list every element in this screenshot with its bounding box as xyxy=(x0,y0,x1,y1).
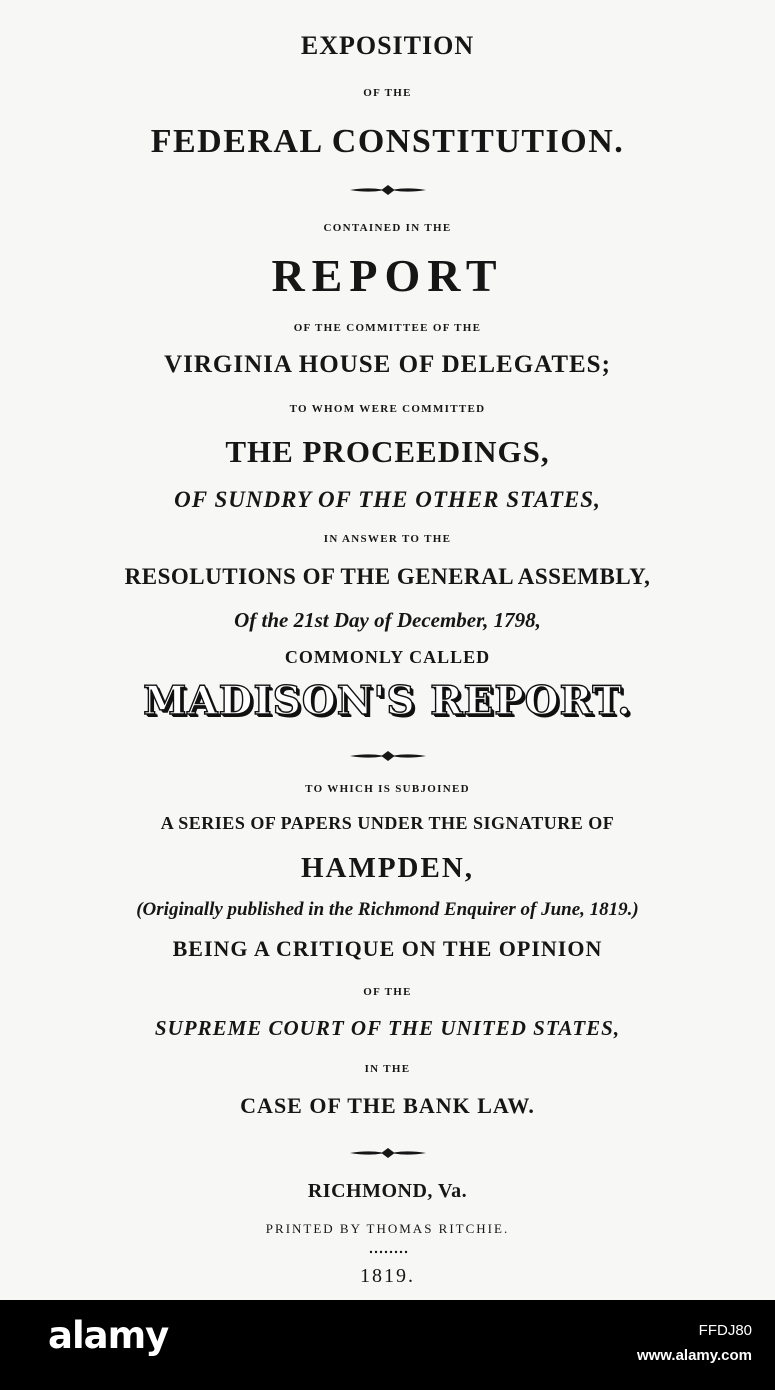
line-of-the-2: OF THE xyxy=(363,986,412,998)
line-series: A SERIES OF PAPERS UNDER THE SIGNATURE OF xyxy=(160,813,615,833)
ornament-rule-1 xyxy=(0,183,775,197)
line-originally-published: (Originally published in the Richmond Enquirer of June, 1819.) xyxy=(136,899,639,920)
line-to-whom: TO WHOM WERE COMMITTED xyxy=(289,403,486,415)
ornament-rule-2 xyxy=(0,749,775,763)
line-in-the: IN THE xyxy=(364,1063,411,1075)
title-exposition: EXPOSITION xyxy=(300,31,475,60)
ornament-rule-3 xyxy=(0,1146,775,1160)
line-virginia: VIRGINIA HOUSE OF DELEGATES; xyxy=(164,351,611,378)
line-supreme-court: SUPREME COURT OF THE UNITED STATES, xyxy=(154,1016,621,1040)
dotted-rule xyxy=(0,1249,775,1255)
line-of-the: OF THE xyxy=(363,87,412,99)
line-contained: CONTAINED IN THE xyxy=(323,222,452,234)
line-critique: BEING A CRITIQUE ON THE OPINION xyxy=(172,936,603,961)
line-resolutions: RESOLUTIONS OF THE GENERAL ASSEMBLY, xyxy=(124,564,651,589)
title-federal-constitution: FEDERAL CONSTITUTION. xyxy=(150,123,625,160)
line-committee: OF THE COMMITTEE OF THE xyxy=(293,322,482,334)
line-date: Of the 21st Day of December, 1798, xyxy=(234,608,541,632)
line-year: 1819. xyxy=(360,1265,415,1287)
title-report: REPORT xyxy=(271,250,504,301)
alamy-logo: alamy xyxy=(48,1314,169,1357)
site-url: www.alamy.com xyxy=(636,1347,752,1364)
line-commonly-called: COMMONLY CALLED xyxy=(284,647,491,667)
image-id: FFDJ80 xyxy=(698,1322,752,1339)
line-printed-by: PRINTED BY THOMAS RITCHIE. xyxy=(265,1221,510,1236)
title-madisons-report: MADISON'S REPORT. xyxy=(143,678,632,724)
line-hampden: HAMPDEN, xyxy=(300,852,475,884)
line-richmond: RICHMOND, Va. xyxy=(307,1180,468,1202)
line-in-answer: IN ANSWER TO THE xyxy=(323,533,452,545)
watermark-footer xyxy=(0,1300,775,1390)
line-sundry: OF SUNDRY OF THE OTHER STATES, xyxy=(174,487,601,512)
line-case-bank-law: CASE OF THE BANK LAW. xyxy=(240,1093,535,1118)
line-subjoined: TO WHICH IS SUBJOINED xyxy=(305,783,470,795)
line-proceedings: THE PROCEEDINGS, xyxy=(225,434,550,469)
